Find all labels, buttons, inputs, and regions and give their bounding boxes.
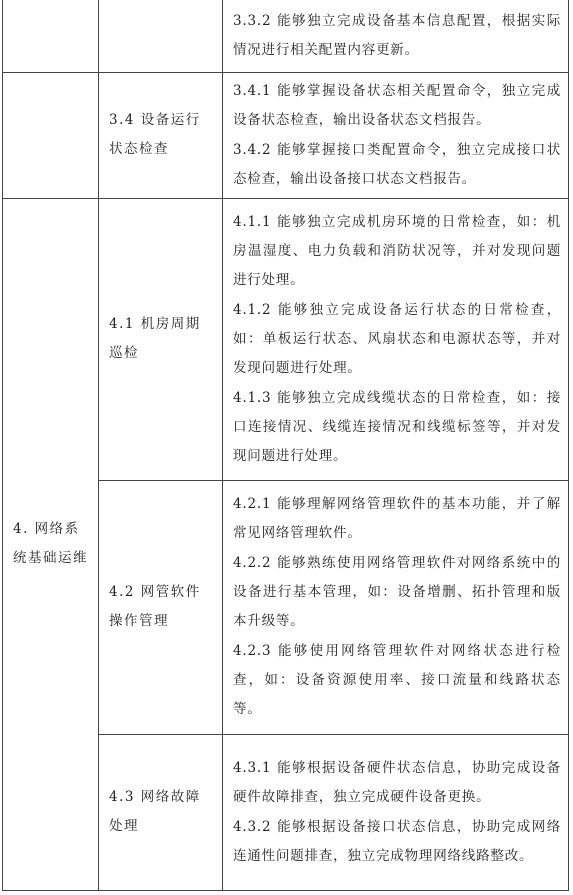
subcategory-cell: 3.4 设备运行状态检查	[99, 72, 223, 198]
category-cell: 4. 网络系统基础运维	[3, 198, 99, 890]
category-cell-empty	[3, 72, 99, 198]
subcategory-cell: 4.1 机房周期巡检	[99, 198, 223, 480]
requirement-item: 4.2.3 能够使用网络管理软件对网络状态进行检查，如：设备资源使用率、接口流量和线路状态等。	[233, 643, 561, 717]
requirement-item: 3.3.2 能够独立完成设备基本信息配置，根据实际情况进行相关配置内容更新。	[233, 12, 561, 58]
requirement-item: 4.3.2 能够根据设备接口状态信息，协助完成网络连通性问题排查，独立完成物理网络线路整改。	[233, 818, 561, 864]
subcategory-cell: 4.3 网络故障处理	[99, 734, 223, 890]
requirement-item: 3.4.2 能够掌握接口类配置命令，独立完成接口状态检查，输出设备接口状态文档报告。	[233, 141, 561, 187]
table-row	[3, 198, 569, 480]
items-cell	[223, 0, 569, 72]
requirement-item: 4.3.1 能够根据设备硬件状态信息，协助完成设备硬件故障排查，独立完成硬件设备更换。	[233, 759, 561, 805]
category-cell-empty	[3, 0, 99, 72]
requirement-item: 4.1.2 能够独立完成设备运行状态的日常检查，如：单板运行状态、风扇状态和电源状态等，并对发现问题进行处理。	[233, 301, 561, 376]
requirement-item: 4.2.1 能够理解网络管理软件的基本功能，并了解常见网络管理软件。	[233, 496, 561, 541]
subcategory-cell-empty	[99, 0, 223, 72]
requirement-item: 4.1.3 能够独立完成线缆状态的日常检查，如：接口连接情况、线缆连接情况和线缆标签等，并对发现问题进行处理。	[233, 389, 561, 464]
table-row	[3, 72, 569, 198]
subcategory-cell: 4.2 网管软件操作管理	[99, 480, 223, 734]
table-row	[3, 0, 569, 72]
items-cell	[223, 198, 569, 480]
requirement-item: 3.4.1 能够掌握设备状态相关配置命令，独立完成设备状态检查，输出设备状态文档报告。	[233, 82, 561, 128]
competency-table	[2, 0, 569, 891]
items-cell	[223, 72, 569, 198]
items-cell	[223, 480, 569, 734]
items-cell	[223, 734, 569, 890]
requirement-item: 4.1.1 能够独立完成机房环境的日常检查，如：机房温湿度、电力负载和消防状况等，并对发现问题进行处理。	[233, 213, 561, 288]
requirement-item: 4.2.2 能够熟练使用网络管理软件对网络系统中的设备进行基本管理，如：设备增删、拓扑管理和版本升级等。	[233, 555, 561, 629]
